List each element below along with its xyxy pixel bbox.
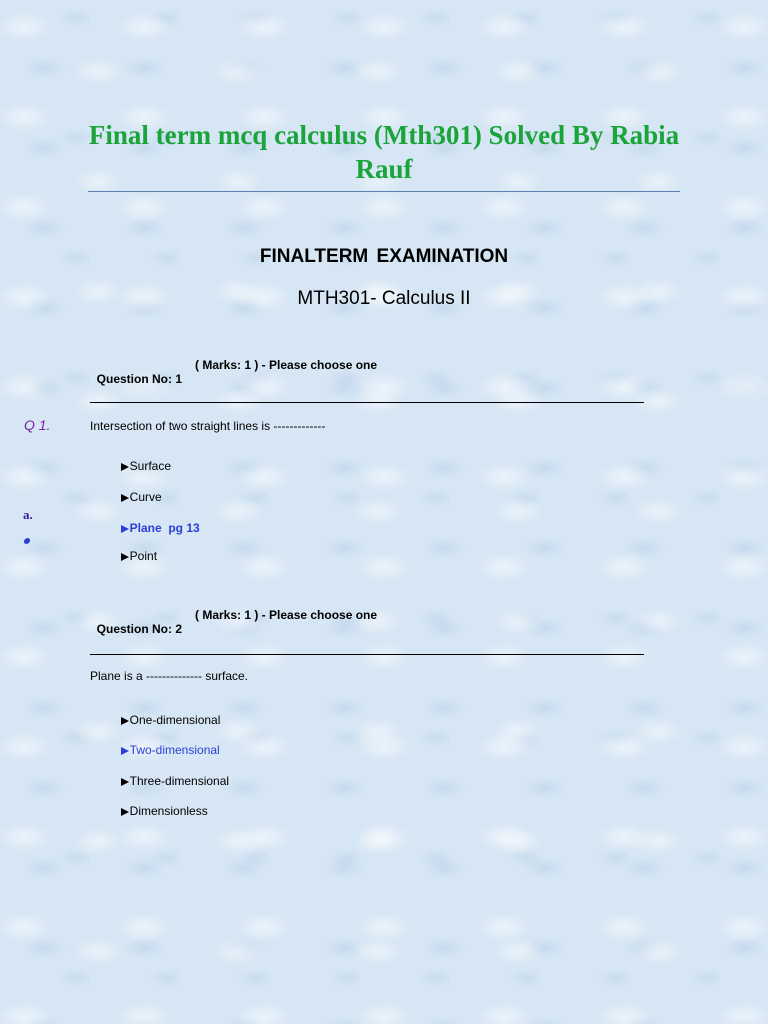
question-2-stem: Plane is a -------------- surface. bbox=[90, 669, 248, 683]
option-label: Curve bbox=[129, 490, 162, 504]
question-1-number: Question No: 1 bbox=[96, 372, 183, 386]
triangle-bullet-icon bbox=[121, 525, 129, 533]
question-2-option-2-correct bbox=[114, 729, 220, 757]
triangle-bullet-icon bbox=[121, 747, 129, 755]
question-2-header bbox=[90, 608, 378, 650]
question-1-marks: ( Marks: 1 ) - Please choose one bbox=[195, 358, 378, 372]
question-2-option-4 bbox=[114, 790, 208, 818]
triangle-bullet-icon bbox=[121, 494, 129, 502]
question-1-tag: Q 1. bbox=[24, 417, 51, 433]
bullet-dot-icon bbox=[23, 538, 30, 544]
question-1-stem: Intersection of two straight lines is ------------- bbox=[90, 419, 326, 433]
triangle-bullet-icon bbox=[121, 717, 129, 725]
option-label: One-dimensional bbox=[129, 713, 221, 727]
question-1-option-2 bbox=[114, 476, 162, 504]
triangle-bullet-icon bbox=[121, 808, 129, 816]
title-divider bbox=[88, 191, 680, 192]
option-label: Three-dimensional bbox=[129, 774, 230, 788]
question-1-header bbox=[90, 358, 378, 400]
question-2-option-3 bbox=[114, 760, 229, 788]
question-1-option-4 bbox=[114, 535, 157, 563]
answer-letter-marker: a. bbox=[23, 507, 33, 522]
question-1-divider bbox=[90, 402, 644, 403]
course-name: MTH301- Calculus II bbox=[297, 288, 471, 309]
question-2-number: Question No: 2 bbox=[96, 622, 183, 636]
triangle-bullet-icon bbox=[121, 778, 129, 786]
document-title: Final term mcq calculus (Mth301) Solved By Rabia Rauf bbox=[88, 120, 680, 184]
question-2-option-1 bbox=[114, 699, 220, 727]
exam-heading: FINALTERM EXAMINATION bbox=[259, 246, 509, 267]
option-label: Point bbox=[129, 549, 158, 563]
triangle-bullet-icon bbox=[121, 463, 129, 471]
option-label: Plane pg 13 bbox=[129, 521, 200, 535]
option-label: Surface bbox=[129, 459, 172, 473]
question-2-marks: ( Marks: 1 ) - Please choose one bbox=[195, 608, 378, 622]
option-label: Dimensionless bbox=[129, 804, 208, 818]
question-2-divider bbox=[90, 654, 644, 655]
option-label: Two-dimensional bbox=[129, 743, 220, 757]
question-1-option-3-correct bbox=[114, 507, 200, 535]
triangle-bullet-icon bbox=[121, 553, 129, 561]
question-1-option-1 bbox=[114, 445, 171, 473]
